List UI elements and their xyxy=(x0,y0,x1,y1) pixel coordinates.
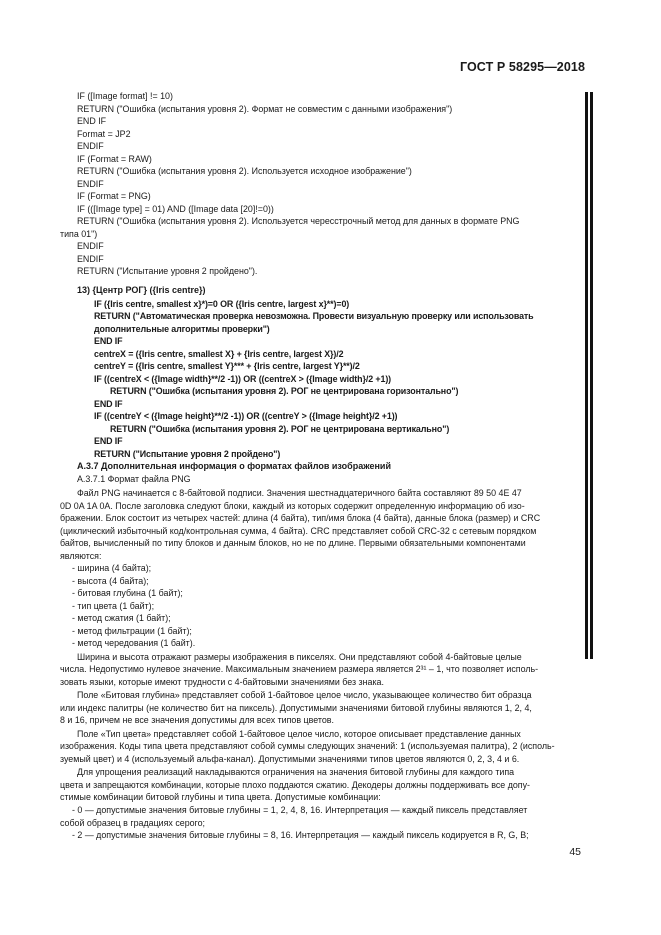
code-line: RETURN ("Ошибка (испытания уровня 2). Формат не совместим с данными изображения") xyxy=(77,103,453,114)
list-item: - метод фильтрации (1 байт); xyxy=(72,625,192,636)
code-line-bold: RETURN ("Ошибка (испытания уровня 2). РОГ не центрирована вертикально") xyxy=(110,423,450,434)
list-item-continuation: собой образец в градациях серого; xyxy=(60,817,206,828)
body-text-line: являются: xyxy=(60,550,102,561)
code-line-bold: END IF xyxy=(94,436,123,446)
code-line-bold: centreY = ({Iris centre, smallest Y}*** + {Iris centre, largest Y}**)/2 xyxy=(94,361,360,371)
code-line-bold: END IF xyxy=(94,336,123,346)
code-line: RETURN ("Ошибка (испытания уровня 2). Используется чересстрочный метод для данных в формате PNG xyxy=(77,216,520,226)
list-item: - 0 — допустимые значения битовые глубины = 1, 2, 4, 8, 16. Интерпретация — каждый пиксель представляет xyxy=(72,805,528,815)
code-line: IF ([Image format] != 10) xyxy=(77,91,173,101)
code-line: RETURN ("Ошибка (испытания уровня 2). Используется исходное изображение") xyxy=(77,166,412,176)
body-text-line: Поле «Тип цвета» представляет собой 1-байтовое целое число, которое описывает представление данных xyxy=(77,728,521,739)
body-text-line: числа. Недопустимо нулевое значение. Максимальным значением размера является 2³¹ – 1, что позволяет исполь- xyxy=(60,664,539,674)
code-line: Format = JP2 xyxy=(77,128,131,139)
list-item: - тип цвета (1 байт); xyxy=(72,600,155,611)
code-line-bold: RETURN ("Испытание уровня 2 пройдено") xyxy=(94,448,281,459)
list-item: - высота (4 байта); xyxy=(72,575,149,586)
body-text-line: изображения. Коды типа цвета представляют собой суммы следующих значений: 1 (используемая палитра), 2 (исполь- xyxy=(60,741,555,751)
code-line-bold: дополнительные алгоритмы проверки") xyxy=(94,323,270,334)
page-number: 45 xyxy=(569,846,581,858)
code-line-bold: IF ((centreY < ({Image height}**/2 -1)) OR ((centreY > ({Image height}/2 +1)) xyxy=(94,411,398,421)
body-text-line: Поле «Битовая глубина» представляет собой 1-байтовое целое число, указывающее количество бит образца xyxy=(77,690,532,700)
body-text-line: бражении. Блок состоит из четырех частей: длина (4 байта), тип/имя блока (4 байта), данные блока (размер) и CRC xyxy=(60,513,541,523)
code-line: IF (Format = RAW) xyxy=(77,153,152,164)
subsection-heading: А.3.7.1 Формат файла PNG xyxy=(77,474,191,484)
code-line-bold: END IF xyxy=(94,398,123,409)
code-line: ENDIF xyxy=(77,241,104,251)
body-text-line: байтов, вычисленный по типу блоков и данным блоков, но не по длине. Первыми обязательными компонентами xyxy=(60,538,526,548)
section-heading: А.3.7 Дополнительная информация о форматах файлов изображений xyxy=(77,461,391,471)
code-line: RETURN ("Испытание уровня 2 пройдено"). xyxy=(77,266,258,276)
change-bar-right xyxy=(590,92,593,659)
list-item: - 2 — допустимые значения битовые глубины = 8, 16. Интерпретация — каждый пиксель кодируется в R, G, B; xyxy=(72,830,529,840)
body-text-line: 8 и 16, причем не все значения допустимы для всех типов цветов. xyxy=(60,715,334,725)
code-line: типа 01") xyxy=(60,228,98,239)
item-heading: 13) {Центр РОГ} ({Iris centre}) xyxy=(77,285,206,295)
body-text-line: Файл PNG начинается с 8-байтовой подписи. Значения шестнадцатеричного байта составляют 89 50 4E 47 xyxy=(77,488,522,498)
body-text-line: зовать языки, которые имеют трудности с 4-байтовыми значениями без знака. xyxy=(60,676,384,687)
list-item: - битовая глубина (1 байт); xyxy=(72,588,183,598)
code-line: IF (([Image type] = 01) AND ([Image data [20]!=0)) xyxy=(77,203,274,214)
list-item: - ширина (4 байта); xyxy=(72,563,152,573)
body-text-line: зуемый цвет) и 4 (используемый альфа-канал). Допустимыми значениями типов цветов являются 0, 2, 3, 4 и 6. xyxy=(60,753,520,764)
list-item: - метод чередования (1 байт). xyxy=(72,638,196,648)
standard-header: ГОСТ Р 58295—2018 xyxy=(459,60,585,74)
code-line-bold: RETURN ("Ошибка (испытания уровня 2). РОГ не центрирована горизонтально") xyxy=(110,386,459,396)
code-line: ENDIF xyxy=(77,178,104,189)
body-text-line: Ширина и высота отражают размеры изображения в пикселях. Они представляют собой 4-байтовые целые xyxy=(77,651,522,662)
code-line-bold: IF ({Iris centre, smallest x}*)=0 OR ({Iris centre, largest x}**)=0) xyxy=(94,298,350,309)
code-line: ENDIF xyxy=(77,253,104,264)
code-line-bold: RETURN ("Автоматическая проверка невозможна. Провести визуальную проверку или использовать xyxy=(94,311,534,321)
code-line: END IF xyxy=(77,116,107,126)
body-text-line: (циклический избыточный код/контрольная сумма, 4 байта). CRC представляет собой CRC-32 с сетевым порядком xyxy=(60,525,537,536)
body-text-line: 0D 0A 1A 0A. После заголовка следуют блоки, каждый из которых содержит определенную информацию об изо- xyxy=(60,500,525,511)
body-text-line: Для упрощения реализаций накладываются ограничения на значения битовой глубины для каждого типа xyxy=(77,767,515,777)
code-line-bold: centreX = ({Iris centre, smallest X} + {Iris centre, largest X})/2 xyxy=(94,348,344,359)
list-item: - метод сжатия (1 байт); xyxy=(72,613,171,623)
body-text-line: цвета и запрещаются комбинации, которые плохо поддаются сжатию. Декодеры должны поддерживать все допу- xyxy=(60,779,531,790)
body-text-line: или индекс палитры (не количество бит на пиксель). Допустимыми значениями битовой глубины являются 1, 2, 4, xyxy=(60,702,532,713)
change-bar-left xyxy=(585,92,588,659)
code-line: ENDIF xyxy=(77,141,104,151)
code-line: IF (Format = PNG) xyxy=(77,191,151,201)
code-line-bold: IF ((centreX < ({Image width}**/2 -1)) OR ((centreX > ({Image width}/2 +1)) xyxy=(94,373,392,384)
body-text-line: стимые комбинации битовой глубины и типа цвета. Допустимые комбинации: xyxy=(60,792,381,802)
